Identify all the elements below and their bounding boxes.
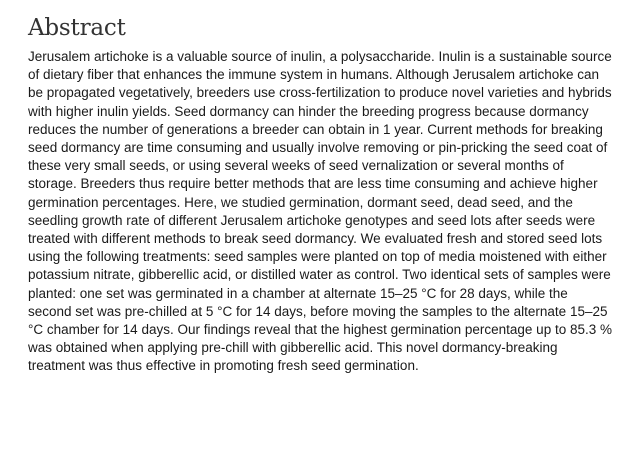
abstract-body: Jerusalem artichoke is a valuable source of inulin, a polysaccharide. Inulin is a sustainable source of dietary fiber that enhances the immune system in humans. Although Jerusalem artichoke can be propagated vegetatively, breeders use cross-fertilization to produce novel varieties and hybrids with higher inulin yields. Seed dormancy can hinder the breeding progress because dormancy reduces the number of generations a breeder can obtain in 1 year. Current methods for breaking seed dormancy are time consuming and usually involve removing or pin-pricking the seed coat of these very small seeds, or using several weeks of seed vernalization or several months of storage. Breeders thus require better methods that are less time consuming and achieve higher germination percentages. Here, we studied germination, dormant seed, dead seed, and the seedling growth rate of different Jerusalem artichoke genotypes and seed lots after seeds were treated with different methods to break seed dormancy. We evaluated fresh and stored seed lots using the following treatments: seed samples were planted on top of media moistened with either potassium nitrate, gibberellic acid, or distilled water as control. Two identical sets of samples were planted: one set was germinated in a chamber at alternate 15–25 °C for 28 days, while the second set was pre-chilled at 5 °C for 14 days, before moving the samples to the alternate 15–25 °C chamber for 14 days. Our findings reveal that the highest germination percentage up to 85.3 % was obtained when applying pre-chill with gibberellic acid. This novel dormancy-breaking treatment was thus effective in promoting fresh seed germination. [28,49,612,374]
abstract-section [28,14,612,376]
abstract-heading: Abstract [28,15,126,41]
